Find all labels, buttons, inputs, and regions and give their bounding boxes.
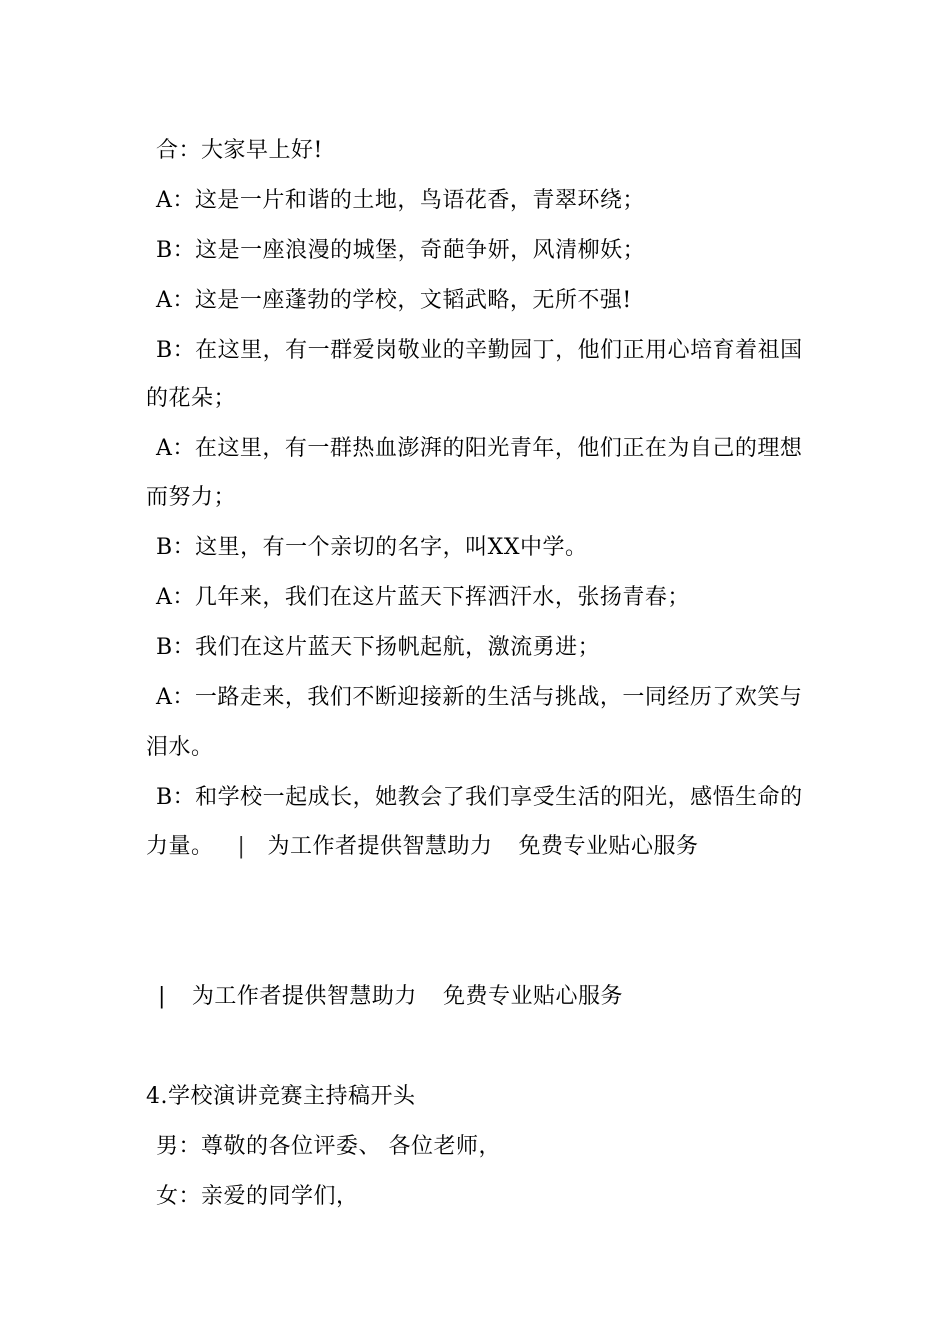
footer-separator: | — [158, 984, 166, 1009]
text-line: 男：尊敬的各位评委、 各位老师， — [156, 1134, 501, 1159]
footer-slogan-2: 免费专业贴心服务 — [442, 984, 623, 1009]
text-line: A：在这里，有一群热血澎湃的阳光青年，他们正在为自己的理想 — [156, 436, 803, 461]
footer-slogan-1: 为工作者提供智慧助力 — [267, 834, 493, 859]
text-line: 女：亲爱的同学们， — [156, 1184, 359, 1209]
text-line-with-footer — [146, 832, 698, 862]
text-line: 合：大家早上好! — [156, 138, 323, 163]
footer-slogan-2: 免费专业贴心服务 — [518, 834, 699, 859]
text-line: A：这是一片和谐的土地，鸟语花香，青翠环绕； — [156, 188, 645, 213]
text-line: 泪水。 — [146, 735, 214, 760]
text-line: A：这是一座蓬勃的学校，文韬武略，无所不强! — [156, 288, 632, 313]
text-line: 而努力； — [146, 485, 237, 510]
text-line: 力量。 — [146, 834, 214, 859]
text-line: A：几年来，我们在这片蓝天下挥洒汗水，张扬青春； — [156, 585, 690, 610]
text-line: 的花朵； — [146, 386, 237, 411]
text-line: B：这里，有一个亲切的名字，叫XX中学。 — [156, 535, 588, 560]
text-line: B：和学校一起成长，她教会了我们享受生活的阳光，感悟生命的 — [156, 785, 803, 810]
text-line: B：在这里，有一群爱岗敬业的辛勤园丁，他们正用心培育着祖国 — [156, 338, 803, 363]
section-heading: 4.学校演讲竞赛主持稿开头 — [146, 1084, 416, 1109]
footer-slogan-1: 为工作者提供智慧助力 — [191, 984, 417, 1009]
text-line: A：一路走来，我们不断迎接新的生活与挑战，一同经历了欢笑与 — [156, 685, 803, 710]
text-line: B：这是一座浪漫的城堡，奇葩争妍，风清柳妖； — [156, 238, 646, 263]
footer-separator: | — [237, 834, 246, 859]
text-line: B：我们在这片蓝天下扬帆起航，激流勇进； — [156, 635, 601, 660]
page-footer — [158, 982, 623, 1012]
